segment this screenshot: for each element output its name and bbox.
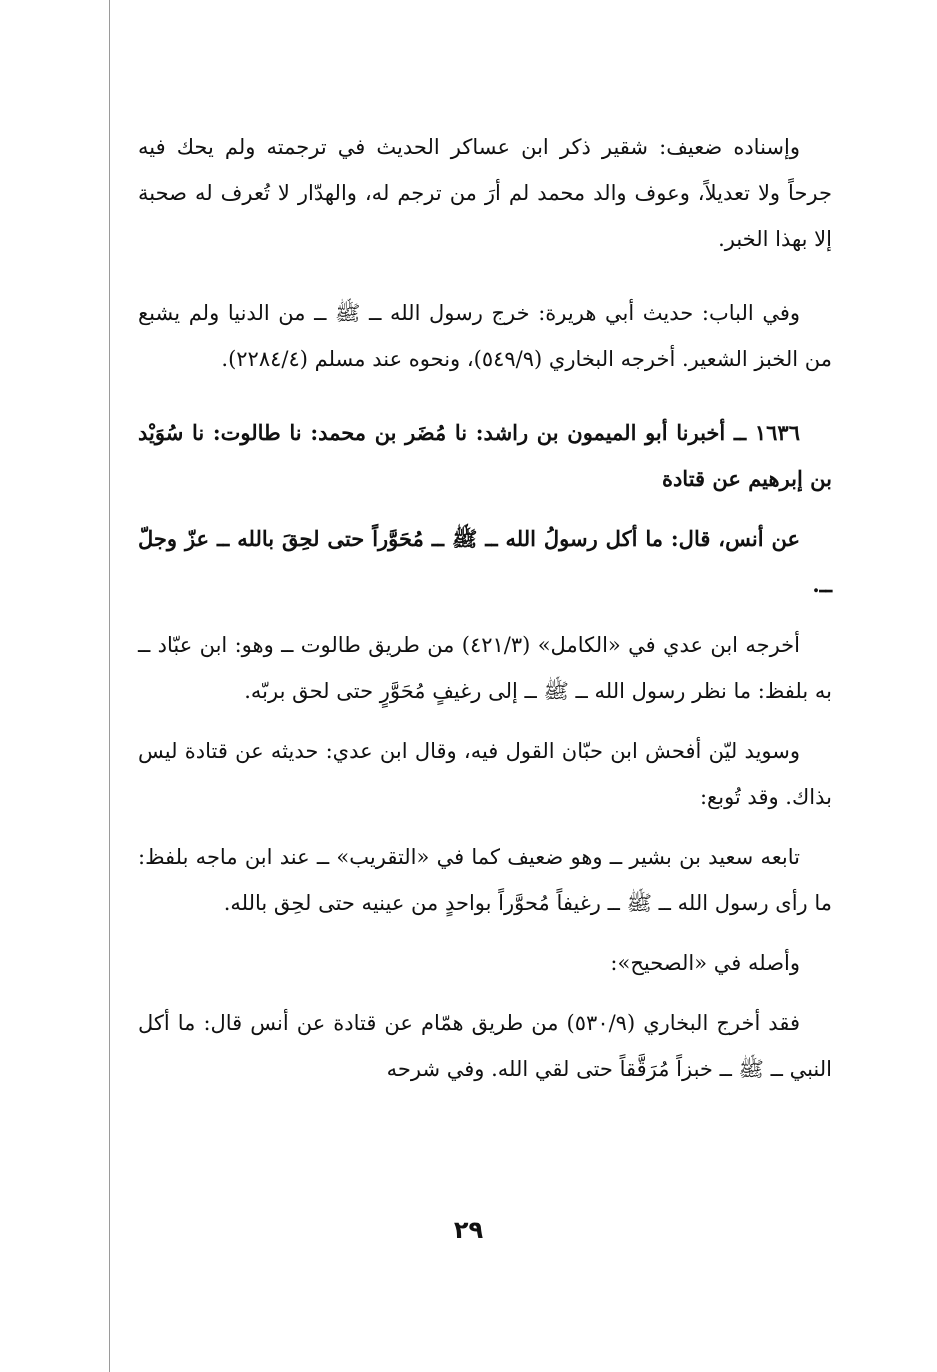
paragraph-said-bin-bashir: تابعه سعيد بن بشير ــ وهو ضعيف كما في «التقريب» ــ عند ابن ماجه بلفظ: ما رأى رسول الله ــ ﷺ ــ رغيفاً مُحوَّراً بواحدٍ من عينيه حتى لحِق بالله. [138,845,832,915]
paragraph-ibn-adi: أخرجه ابن عدي في «الكامل» (٤٢١/٣) من طريق طالوت ــ وهو: ابن عبّاد ــ به بلفظ: ما نظر رسول الله ــ ﷺ ــ إلى رغيفٍ مُحَوَّرٍ حتى لحق بربّه. [138,633,832,703]
paragraph-bukhari: فقد أخرج البخاري (٥٣٠/٩) من طريق همّام عن قتادة عن أنس قال: ما أكل النبي ــ ﷺ ــ خبزاً مُرَقَّقاً حتى لقي الله. وفي شرحه [138,1011,832,1081]
paragraph-sahih-origin: وأصله في «الصحيح»: [610,951,800,975]
hadith-text-anas: عن أنس، قال: ما أكل رسولُ الله ــ ﷺ ــ مُحَوَّراً حتى لحِقَ بالله ــ عزّ وجلّ ــ. [138,526,832,597]
paragraph-abu-hurayra: وفي الباب: حديث أبي هريرة: خرج رسول الله ــ ﷺ ــ من الدنيا ولم يشبع من الخبز الشعير. أخرجه البخاري (٥٤٩/٩)، ونحوه عند مسلم (٢٢٨٤/٤). [138,301,832,371]
paragraph-suwayd: وسويد ليّن أفحش ابن حبّان القول فيه، وقال ابن عدي: حديثه عن قتادة ليس بذاك. وقد تُوبع: [138,739,832,809]
page-number: ٢٩ [453,1216,484,1244]
hadith-number-chain: ١٦٣٦ ــ أخبرنا أبو الميمون بن راشد: نا مُضَر بن محمد: نا طالوت: نا سُوَيْد بن إبرهيم عن قتادة [138,420,832,491]
paragraph-isnad-weak: وإسناده ضعيف: شقير ذكر ابن عساكر الحديث في ترجمته ولم يحك فيه جرحاً ولا تعديلاً، وعوف والد محمد لم أرَ من ترجم له، والهدّار لا تُعرف له صحبة إلا بهذا الخبر. [138,135,832,251]
page-body [138,124,832,1106]
page-gutter-line [109,0,110,1372]
